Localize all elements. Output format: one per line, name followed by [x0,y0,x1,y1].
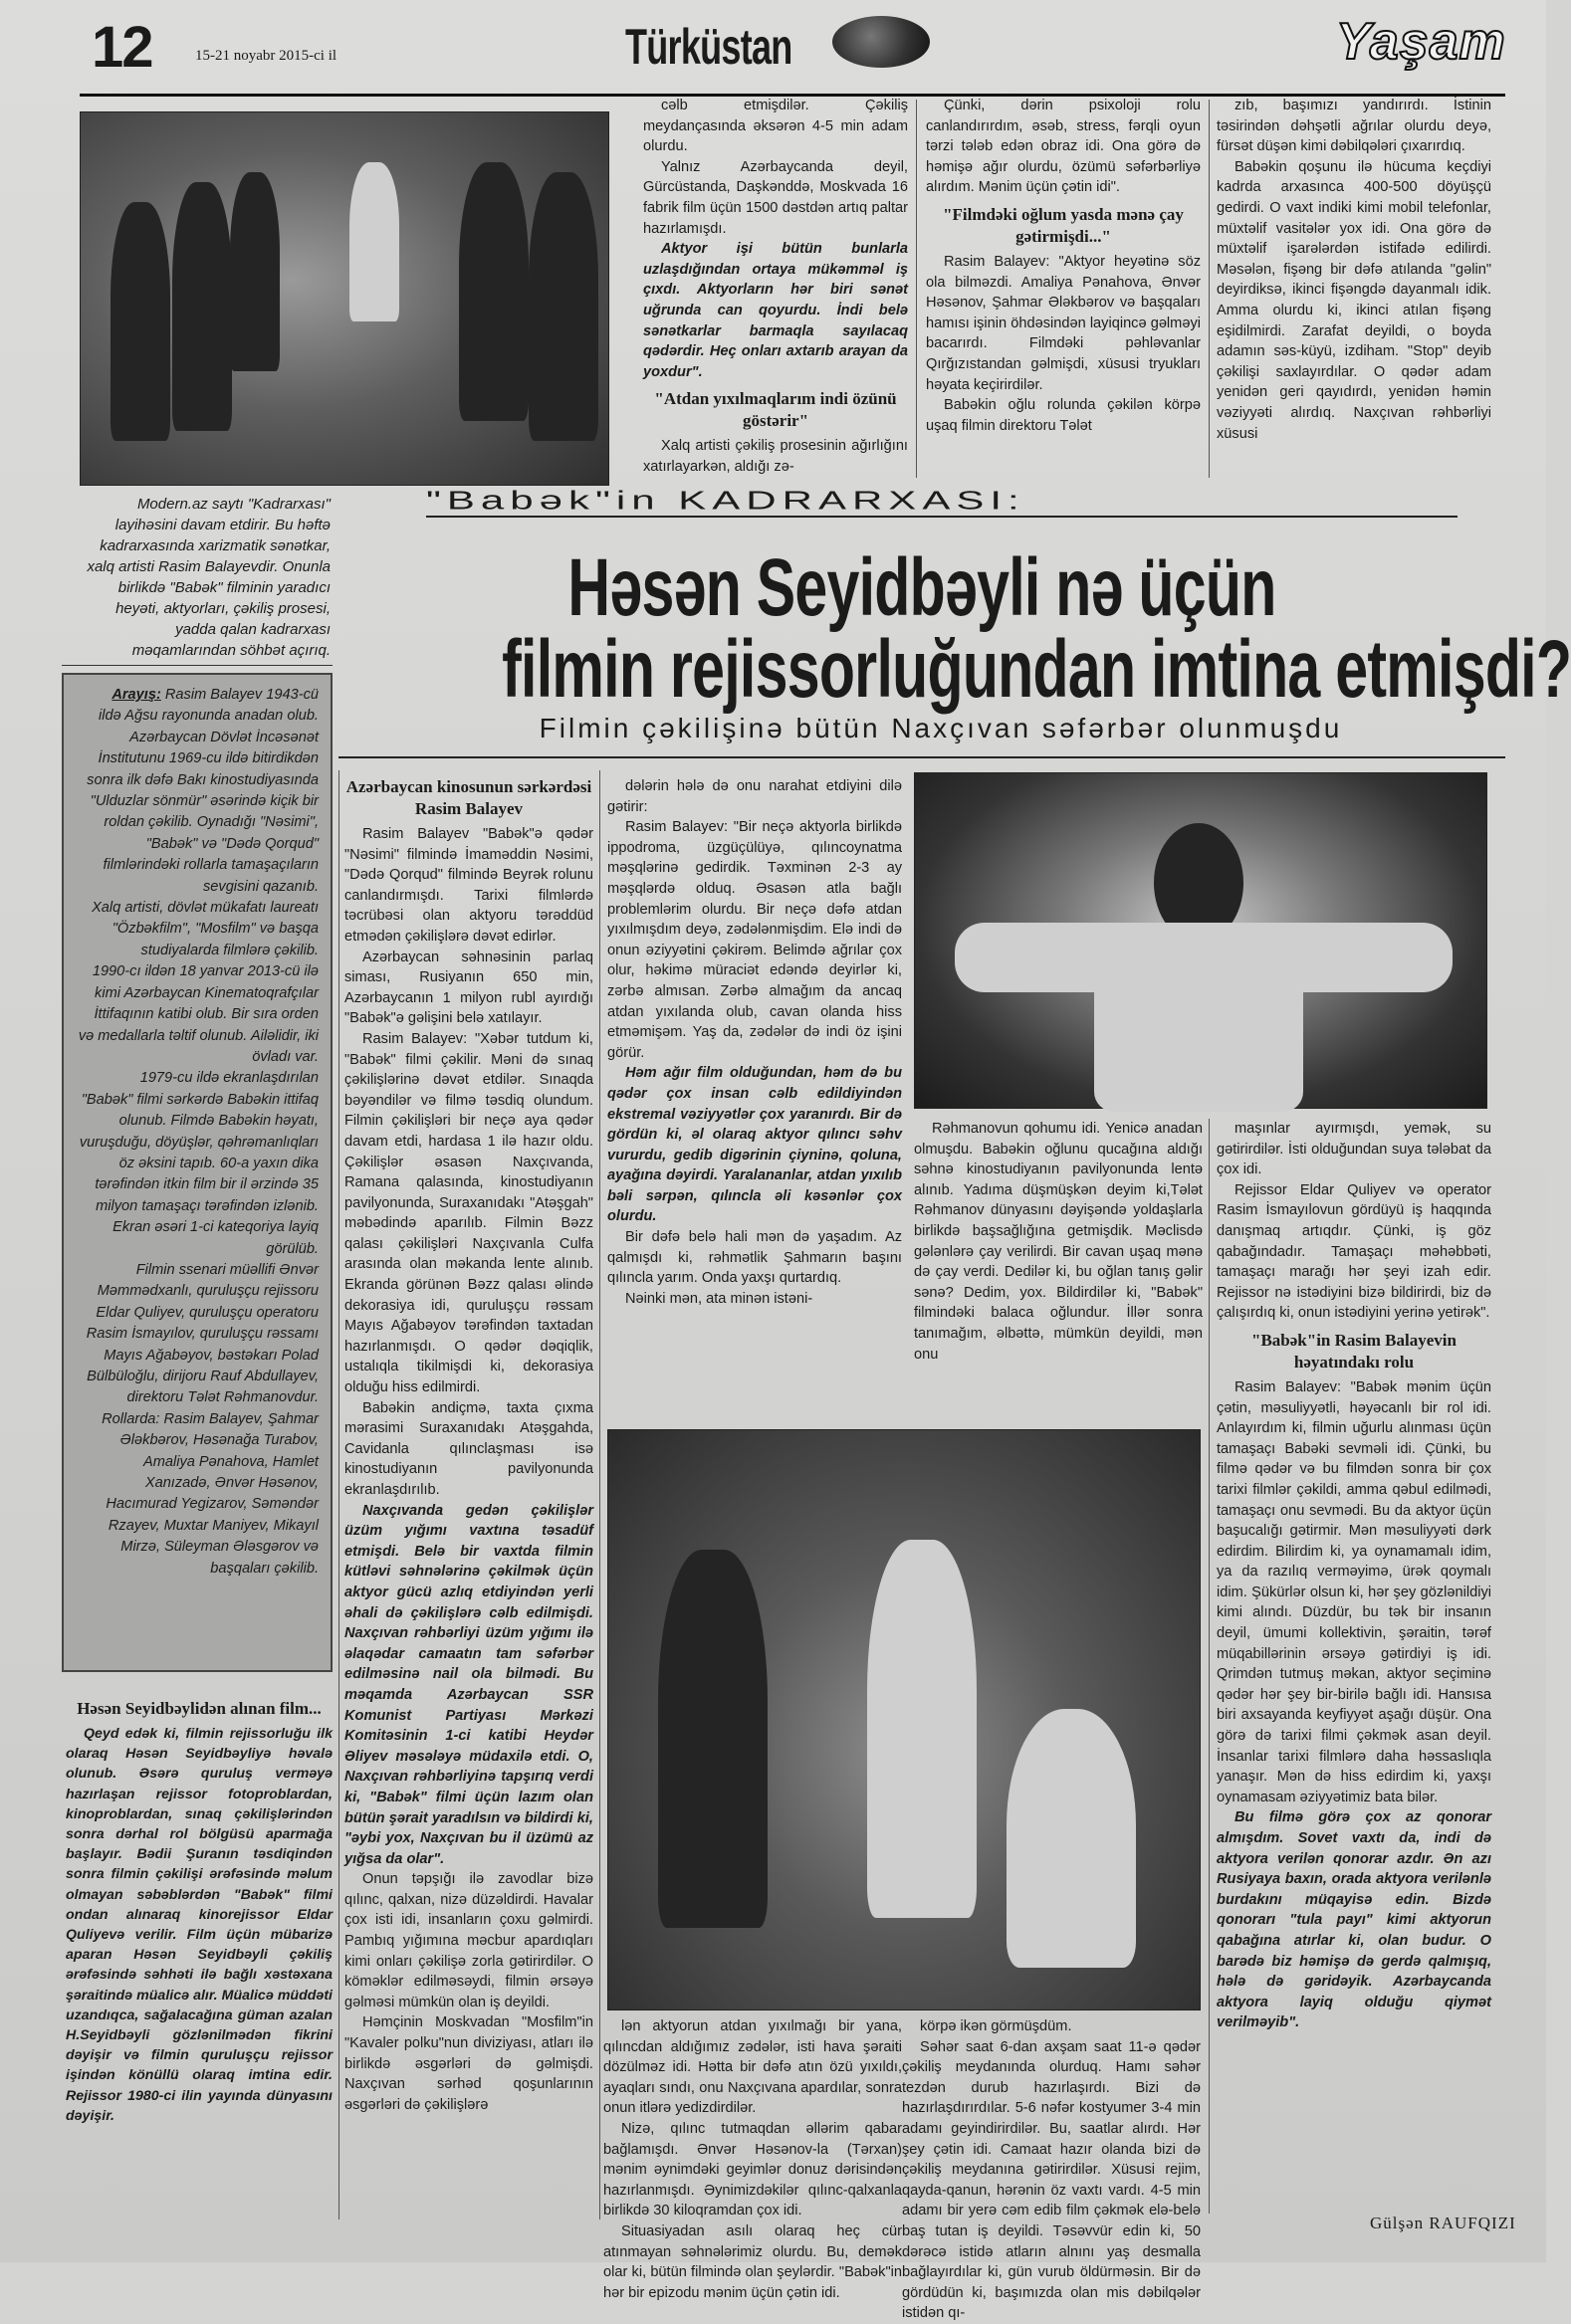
col2-p1: Rasim Balayev "Babək"ə qədər "Nəsimi" filmində İmaməddin Nəsimi, "Dədə Qorqud" filmində Beyrək rolunu canlandırmışdı. Tarixi filmlərdə təcrübəsi olan aktyoru tərəddüd etmədən çəkilişlərə dəvət edirlər. [344,826,593,945]
photo-babek-scene [914,772,1487,1109]
column-3-bottom [603,2016,902,2301]
col5-mid-p2: Rejissor Eldar Quliyev və operator Rasim İsmayılovun gördüyü iş haqqında danışmaq artıqdır. Çünki, iş göz qabağındadır. Tamaşaçı məhəbbəti, tamaşaçı marağı hər şeyi izah edir. Rejissor nə istədiyini bizə bildirirdi, biz də çalışırdıq ki, onun istədiyini yerinə yetirək". [1217,1181,1491,1322]
col1-paragraph: Qeyd edək ki, filmin rejissorluğu ilk olaraq Həsən Seyidbəyliyə həvalə olunub. Əsərə quruluş verməyə hazırlaşan rejissor fotoproblardan, kinoproblardan, sınaq çəkilişlərindən sonra dərhal rol bölgüsü aparmağa başlayır. Bədii Şuranın təsdiqindən sonra filmin çəkilişi ərəfəsində məlum olmayan səbəblərdən "Babək" filmi ondan alınaraq kinorejissor Eldar Quliyevə verilir. Film üçün mübarizə aparan Həsən Seyidbəyli çəkiliş ərəfəsində səhhəti ilə bağlı xəstəxana şəraitində müalicə alır. Müalicə müddəti uzandıqca, sağalacağına güman azalan H.Seyidbəyli gözlənilmədən fikrini dəyişir və filmin quruluşçu rejissor işindən könüllü olaraq imtina edir. Rejissor 1980-ci ilin yayında dünyasını dəyişir. [66,1726,333,2124]
col5-heading: "Babək"in Rasim Balayevin həyatındakı rolu [1251,1330,1457,1372]
photo-film-set-soldiers [80,111,609,486]
col5-mid-p1: maşınlar ayırmışdı, yemək, su gətirirdilər. İsti olduğundan suya tələbat da çox idi. [1217,1121,1491,1178]
col2-p6: Onun təpşığı ilə zavodlar bizə qılınc, qalxan, nizə düzəldirdi. Havalar çox isti idi, insanların çoxu gəlmirdi. Pambıq yığımına məcbur apardıqları kimi onları çəkilişə zorla gətirirdilər. O köməklər edilməsəydi, filmin ərsəyə gəlməsi mümkün olan iş deyildi. [344,1871,593,2010]
col5-top-p1: zıb, başımızı yandırırdı. İstinin təsirindən dəhşətli ağrılar olurdu deyə, fürsət düşən kimi dəbilqələri çıxarırdıq. [1217,98,1491,155]
photo-caption: Modern.az saytı "Kadrarxası" layihəsini davam etdirir. Bu həftə kadrarxasında xarizmatik sənətkar, xalq artisti Rasim Balayevdir. Onunla birlikdə "Babək" filminin yaradıcı heyəti, aktyorları, çəkiliş prosesi, yadda qalan kadrarxası məqamlarından söhbət açırıq. [87,496,331,659]
headline-line-1: Həsən Seyidbəyli nə üçün [567,542,1276,633]
col3-bot-p2: Nizə, qılınc tutmaqdan əllərim qabar bağlamışdı. Ənvər Həsənov-la (Tərxan) mənim əynimdəki geyimlər donuz dərisindən hazırlanmışdı. Əynimizdəkilər qılınc-qalxanla birlikdə 30 kiloqramdan çox idi. [603,2120,902,2219]
subhead-rule [338,756,1505,758]
issue-date: 15-21 noyabr 2015-ci il [195,48,337,64]
column-divider [338,770,339,2219]
series-kicker: "Babək"in KADRARXASI: [426,486,1025,516]
col4-top-p1: Çünki, dərin psixoloji rolu canlandırırdım, əsəb, stress, fərqli oyun tərzi tələb edən obraz idi. Ona görə də həmişə ağır olurdu, özümü səfərbərliyə alırdım. Mənim üçün çətin idi". [926,98,1201,196]
bio-text: Rasim Balayev 1943-cü ildə Ağsu rayonunda anadan olub. Azərbaycan Dövlət İncəsənət İnstitutunu 1969-cu ildə bitirdikdən sonra ilk dəfə Bakı kinostudiyasında "Ulduzlar sönmür" əsərində kiçik bir roldan çəkilib. Oynadığı "Nəsimi", "Babək" və "Dədə Qorqud" filmlərindəki rollarla tamaşaçıların sevgisini qazanıb. [87,687,319,895]
bio-p6: Rollarda: Rasim Balayev, Şahmar Ələkbərov, Həsənağa Turabov, Amaliya Pənahova, Hamlet Xanızadə, Ənvər Həsənov, Hacımurad Yegizarov, Səməndər Rzayev, Muxtar Maniyev, Mikayıl Mirzə, Süleyman Ələsgərov və başqaları çəkilib. [102,1410,319,1577]
column-divider [599,770,600,2219]
column-divider [1209,1119,1210,2214]
bio-label: Arayış: [112,687,161,703]
bio-p4: 1979-cu ildə ekranlaşdırılan "Babək" filmi sərkərdə Babəkin ittifaq olunub. Filmdə Babəkin həyatı, vuruşduğu, döyüşlər, qəhrəmanlıqları öz əksini tapıb. 60-a yaxın dika tərəfindən itkin film bir il ərzində 35 milyon tamaşaçı tərəfindən izlənib. Ekran əsəri 1-ci kateqoriya layiq görülüb. [79,1070,319,1257]
col5-rest-p1: Rasim Balayev: "Babək mənim üçün çətin, məsuliyyətli, həyəcanlı bir rol idi. Anlayırdım ki, filmin uğurlu alınması üçün tamaşaçı Babəki sevməli idi. Çünki, bu filmə qədər və bu filmdən sonra bir çox tarixi filmlər çəkildi, amma qəbul edilmədi, tamaşaçı onu sevmədi. Bu da aktyor üçün başucalığı gətirmir. Mən məsuliyyəti dərk edirdim. Bilirdim ki, ya oynamamalı idim, ya da razılıq verməyimə, ürək qoymalı idim. Şükürlər olsun ki, hər şey gözlənildiyi kimi alındı. Düzdür, bu tək bir insanın deyil, ümumi kollektivin, şəraitin, tərəf müqabillərinin ərsəyə gətirdiyi iş idi. Qrimdən tutmuş məkan, aktyor seçiminə qədər hər şey bir-birilə bağlı idi. Hansısa biri axsayanda keyfiyyət aşağı düşür. Ona görə də tarixi filmi çəkmək asan deyil. İnsanlar tarixi filmlərə daha həssaslıqla yanaşır. Mən də hiss edirdim ki, yaxşı oynamasam əziyyətimiz bata bilər. [1217,1378,1491,1805]
col1-heading: Həsən Seyidbəylidən alınan film... [77,1699,322,1718]
col3-mid-p1: dələrin hələ də onu narahat etdiyini dilə gətirir: [607,778,902,815]
col3-top-p1: cəlb etmişdilər. Çəkiliş meydançasında əksərən 4-5 min adam olurdu. [643,98,908,155]
col3-top-p3: Aktyor işi bütün bunlarla uzlaşdığından ortaya mükəmməl iş çıxdı. Aktyorların hər biri sənət uğrunda can qoyurdu. İndi belə sənətkarlar barmaqla sayılacaq qədərdir. Heç onları axtarıb arayan da yoxdur". [643,241,908,380]
col5-top-p2: Babəkin qoşunu ilə hücuma keçdiyi kadrda arxasınca 400-500 döyüşçü gedirdi. O vaxt indiki kimi mobil telefonlar, müxtəlif vasitələr yox idi. Ona görə də müxtəlif işarələrdən istifadə edilirdi. Məsələn, fişəng bir dəfə atılanda "gəlin" deyirdiksə, ikinci fişəngdə dayanmalı idik. Amma olurdu ki, ikinci atılan fişəng eşidilmirdi. Zarafat deyildi, o boyda adamın səs-küyü, izdiham. "Stop" deyib çəkilişi saxlayırdılar. O qədər adam yenidən geri qayıdırdı, yenidən həmin vəziyyəti alırdıq. Naxçıvan rəhbərliyi xüsusi [1217,158,1491,442]
col2-p5: Naxçıvanda gedən çəkilişlər üzüm yığımı vaxtına təsadüf etmişdi. Belə bir vaxtda filmin kütləvi səhnələrinə çəkilmək üçün aktyor gücü azlıq etdiyindən yerli əhali də çəkilişlərə cəlb edilmişdi. Naxçıvan rəhbərliyi üzüm yığımı ilə əlaqədar camaatın tam səfərbər edilməsinə nail ola bilmədi. Bu məqamda Azərbaycan SSR Komunist Partiyası Mərkəzi Komitəsinin 1-ci katibi Heydər Əliyev məsələyə müdaxilə etdi. O, Naxçıvan rəhbərliyinə tapşırıq verdi ki, "Babək" filmi üçün lazım olan bütün şərait yaradılsın və bildirdi ki, "əybi yox, Naxçıvan bu il üzümü az yığsa da olar". [344,1502,593,1867]
kicker-rule [426,516,1458,518]
column-divider [916,100,917,478]
bio-box [62,673,333,1672]
bio-p2: Xalq artisti, dövlət mükafatı laureatı "Özbəkfilm", "Mosfilm" və başqa studiyalarda filmlərə çəkilib. [92,900,319,958]
col2-p7: Həmçinin Moskvadan "Mosfilm"in "Kavaler polku"nun diviziyası, atları ilə birlikdə əsgərləri də gəlmişdi. Naxçıvan sərhəd qoşunlarının əsgərləri də çəkilişlərə [344,2014,593,2113]
bio-p5: Filmin ssenari müəllifi Ənvər Məmmədxanlı, quruluşçu rejissoru Eldar Quliyev, quruluşçu operatoru Rasim İsmayılov, quruluşçu rəssamı Mayıs Ağabəyov, bəstəkarı Polad Bülbüloğlu, dirijoru Rauf Abdullayev, direktoru Tələt Rəhmanovdur. [86,1261,319,1406]
headline [502,542,1571,715]
bio-p3: 1990-cı ildən 18 yanvar 2013-cü ilə kimi Azərbaycan Kinematoqrafçılar İttifaqının katibi olub. Bir sıra orden və medallarla təltif olunub. Ailəlidir, iki övladı var. [78,963,319,1065]
column-5-top [1217,96,1491,478]
column-4-mid [914,1119,1203,1423]
page-number: 12 [92,15,152,80]
col4-mid-p1: Rəhmanovun qohumu idi. Yenicə anadan olmuşdu. Babəkin oğlunu qucağına aldığı səhnə kinostudiyanın pavilyonunda lentə alınıb. Yadıma düşmüşkən deyim ki,Tələt Rəhmanov dünyasını dəyişəndə yoldaşlarla birlikdə başsağlığına getmişdik. Məclisdə gələnlərə çay verilirdi. Bir cavan uşaq mənə də çay verdi. Dedilər ki, bu oğlan tanış gəlir sənə? Dedim, yox. Bildirdilər ki, "Babək" filmindəki balaca oğlundur. İllər sonra tanımağım, əlbəttə, mümkün deyildi, mən onu [914,1121,1203,1363]
col3-mid-p2: Rasim Balayev: "Bir neçə aktyorla birlikdə ippodroma, üzgüçülüyə, qılıncoynatma məşqlərinə gedirdik. Təxminən 2-3 ay məşqlərdə olduq. Əsasən atla bağlı problemlərim olurdu. Bir neçə dəfə atdan yıxılmışdım deyə, zədələnmişdim. Elə indi də onun əziyyətini çəkirəm. Belimdə ağrılar çox olur, həkimə müraciət edəndə deyirlər ki, zərbə almısan. Zərbə almağım da ancaq atdan yıxılanda olub, cavan olanda hiss etməmişəm. Yaş da, zədələr də indi öz işini görür. [607,819,902,1061]
column-3-top [643,96,908,478]
column-3-mid [607,776,902,1421]
col3-bot-p3: Situasiyadan asılı olaraq heç cür atınmayan səhnələrimiz olurdu. Bu, demək olar ki, bütün filmində olan şeylərdir. "Babək"in hər bir epizodu mənim üçün çətin idi. [603,2222,902,2301]
column-divider [1209,100,1210,478]
col3-mid-bold: Həm ağır film olduğundan, həm də bu qədər çox insan cəlb edildiyindən ekstremal vəziyyətlər çox yaranırdı. Bir də gördün ki, əl olaraq aktyor qılıncı səhv vururdu, gedib digərinin çiyninə, qoluna, ayağına dəyirdi. Yaralananlar, atdan yıxılıb bəli sərpən, qılıncla əli kəsənlər çox olurdu. [607,1065,902,1225]
col2-heading: Azərbaycan kinosunun sərkərdəsi Rasim Balayev [345,777,592,818]
col3-mid2-p2: Nəinki mən, ata minən istəni- [625,1290,813,1307]
col2-p3: Rasim Balayev: "Xəbər tutdum ki, "Babək" filmi çəkilir. Məni də sınaq çəkilişlərinə dəvət etdilər. Sınaqda bəyəndilər və filmə təsdiq olundum. Filmin çəkilişləri bir neçə aya qədər davam etdi, hardasa 1 ilə hazır oldu. Çəkilişlər əsasən Naxçıvanda, Ramana qalasında, kinostudiyanın pavilyonunda, Suraxanıdakı "Atəşgah" məbədində aparılıb. Filmin Bəzz qalası çəkilişləri Naxçıvanla Culfa arasında olan məkanda lente alınıb. Ekranda görünən Bəzz qalası əlində dekorasiya idi, quruluşçu rəssam Mayıs Ağabəyov tərəfindən taxtadan hazırlanmışdı. O qədər dəqiqlik, ustalıqla tikilmişdi ki, dekorasiya olduğu hiss edilmirdi. [344,1030,593,1396]
column-4-bottom [902,2016,1201,2322]
column-1 [66,1692,333,2210]
photo-palace-scene [607,1429,1201,2010]
subheadline: Filmin çəkilişinə bütün Naxçıvan səfərbər olunmuşdu [539,713,1343,743]
newspaper-title: Türküstan [625,19,792,75]
bio-rule [62,665,333,666]
col2-p2: Azərbaycan səhnəsinin parlaq siması, Rusiyanın 650 min, Azərbaycanın 1 milyon rubl ayırdığı "Babək"ə gəlişini belə xatılayır. [344,949,593,1027]
col2-p4: Babəkin andiçmə, taxta çıxma mərasimi Suraxanıdakı Atəşgahda, Cavidanla qılınclaşması isə kinostudiyanın pavilyonunda ekranlaşdırılıb. [344,1399,593,1498]
column-2 [344,770,593,2243]
col4-heading: "Filmdəki oğlum yasda mənə çay gətirmişdi..." [943,204,1184,246]
col5-bold: Bu filmə görə çox az qonorar almışdım. Sovet vaxtı da, indi də aktyora verilən qonorar azdır. Ən azı Rusiyaya baxın, orada aktyora verilənlə burdakını müqayisə edin. Bizdə qonorarı "tula payı" kimi aktyorun qabağına atırlar ki, olan budur. O barədə biz həmişə də gerdə qalmışıq, hələ də gəridəyik. Azərbaycanda aktyora layiq olduğu qiymət verilməyib". [1217,1809,1491,2031]
col4-bot-p2: Səhər saat 6-dan axşam saat 11-ə qədər çəkiliş meydanında olurduq. Hamı səhər tezdən durub hazırlaşırdı. Bizi də hazırlaşdırırdılar. 5-6 nəfər kostyumer 3-4 min adamı geyindirirdilər. Bu, saatlar alırdı. Hər şey çətin idi. Camaat hazır olanda bizi də çəkiliş meydanına gətirirdilər. Xüsusi rejim, qayda-qanun, hərənin öz vaxtı vardı. 4-5 min adamı bir yerə cəm edib film çəkmək elə-belə baş tutan iş deyildi. Təsəvvür edin ki, 50 dərəcə istidə atların alnını yaş desmalla bağlayırdılar ki, gün vurub öldürməsin. Bir də gördüdün ki, başımızda olan mis dəbilqələr istidən qı- [902,2038,1201,2322]
author-signature: Gülşən RAUFQIZI [1370,2214,1516,2232]
col4-rest-p2: Babəkin oğlu rolunda çəkilən körpə uşaq filmin direktoru Tələt [926,397,1201,434]
column-5-lower [1217,1119,1491,2206]
column-4-top [926,96,1201,478]
headline-line-2: filmin rejissorluğundan imtina etmişdi? [502,624,1571,715]
col3-heading: "Atdan yıxılmaqlarım indi özünü göstərir" [654,389,897,431]
col3-bot-p1: lən aktyorun atdan yıxılmağı bir yana, qılıncdan aldığımız zədələr, isti hava şəraiti dözülməz idi. Hətta bir dəfə atın özü yıxıldı, ayaqları sındı, onu Naxçıvana apardılar, sonra onun itlərə yedizdirdilər. [603,2018,902,2117]
col4-bot-p1: körpə ikən görmüşdüm. [920,2018,1072,2034]
col3-mid2-p1: Bir dəfə belə hali mən də yaşadım. Az qalmışdı ki, rəhmətlik Şahmarın başını qılıncla yarım. Onda yaxşı qurtardıq. [607,1229,902,1287]
globe-logo-icon [832,16,930,68]
col3-top-tail: Xalq artisti çəkiliş prosesinin ağırlığını xatırlayarkən, aldığı zə- [643,438,908,475]
col3-top-p2: Yalnız Azərbaycanda deyil, Gürcüstanda, Daşkənddə, Moskvada 16 fabrik film üçün 1500 dəstdən artıq paltar hazırlamışdı. [643,158,908,237]
section-title: Yaşam [1336,13,1506,71]
col4-rest-p1: Rasim Balayev: "Aktyor heyətinə söz ola bilməzdi. Amaliya Pənahova, Ənvər Həsənov, Şahmar Ələkbərov və başqaları hamısı işinin öhdəsindən layiqincə gəlməyi bacarırdı. Filmdəki pəhləvanlar Qırğızıstandan gəlmişdi, xüsusi tryukları həyata keçirirdilər. [926,253,1201,393]
